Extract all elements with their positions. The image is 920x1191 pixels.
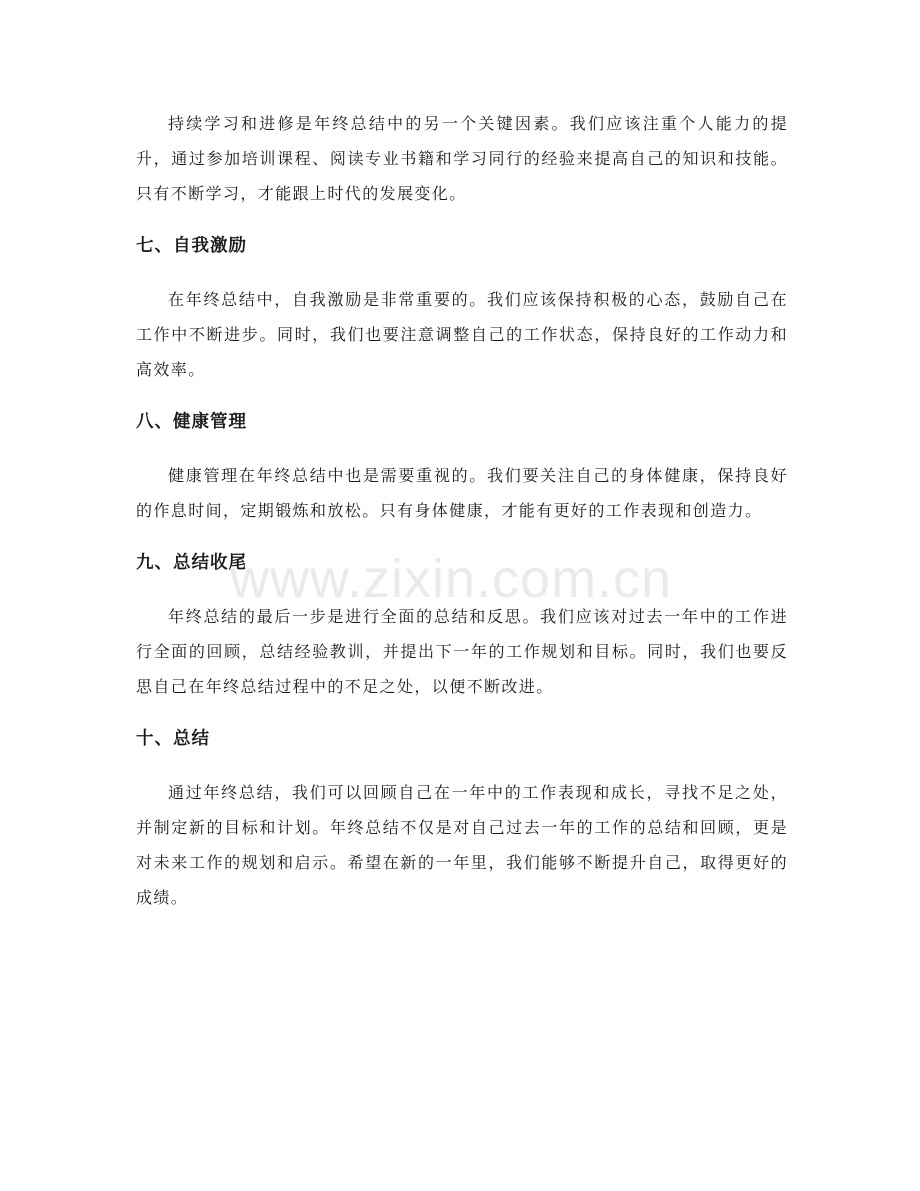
section-paragraph-summary: 通过年终总结，我们可以回顾自己在一年中的工作表现和成长，寻找不足之处，并制定新的目标和计划。年终总结不仅是对自己过去一年的工作的总结和回顾，更是对未来工作的规划和启示。希望在新的一年里，我们能够不断提升自己，取得更好的成绩。 xyxy=(136,783,788,907)
section-heading-health-management: 八、健康管理 xyxy=(136,412,247,432)
section-heading-summary: 十、总结 xyxy=(136,729,210,749)
section-heading-self-motivation: 七、自我激励 xyxy=(136,236,247,256)
section-paragraph-self-motivation: 在年终总结中，自我激励是非常重要的。我们应该保持积极的心态，鼓励自己在工作中不断进步。同时，我们也要注意调整自己的工作状态，保持良好的工作动力和高效率。 xyxy=(136,290,788,379)
section-heading-wrap-up: 九、总结收尾 xyxy=(136,553,247,573)
watermark-text: www.zixin.com.cn xyxy=(230,549,673,609)
intro-paragraph: 持续学习和进修是年终总结中的另一个关键因素。我们应该注重个人能力的提升，通过参加培训课程、阅读专业书籍和学习同行的经验来提高自己的知识和技能。只有不断学习，才能跟上时代的发展变化。 xyxy=(136,114,788,203)
section-paragraph-health-management: 健康管理在年终总结中也是需要重视的。我们要关注自己的身体健康，保持良好的作息时间，定期锻炼和放松。只有身体健康，才能有更好的工作表现和创造力。 xyxy=(136,466,788,520)
section-paragraph-wrap-up: 年终总结的最后一步是进行全面的总结和反思。我们应该对过去一年中的工作进行全面的回顾，总结经验教训，并提出下一年的工作规划和目标。同时，我们也要反思自己在年终总结过程中的不足之处，以便不断改进。 xyxy=(136,607,788,696)
